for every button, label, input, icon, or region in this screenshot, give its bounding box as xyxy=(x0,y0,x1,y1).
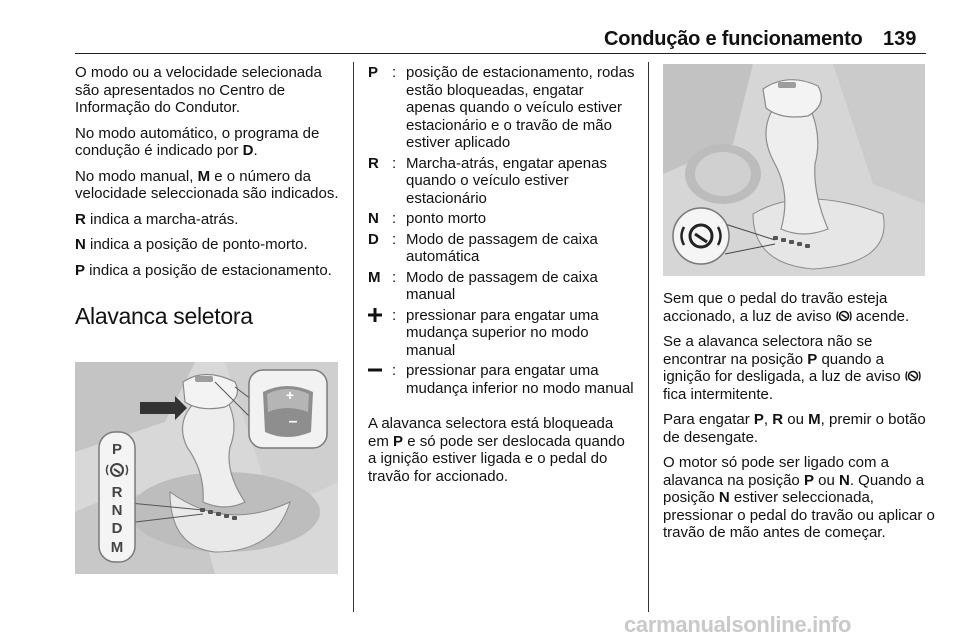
list-item: : pressionar para engatar uma mudança superior no modo manual xyxy=(368,307,636,360)
svg-text:+: + xyxy=(285,387,295,403)
svg-text:M: M xyxy=(110,539,124,556)
list-item: : pressionar para engatar uma mudança inferior no modo manual xyxy=(368,362,636,397)
list-item: D : Modo de passagem de caixa automática xyxy=(368,230,598,265)
paragraph: No modo manual, M e o número da velocidade seleccionada são indicados. xyxy=(75,167,339,202)
page-number: 139 xyxy=(883,28,917,50)
column-3 xyxy=(663,290,935,550)
paragraph: R indica a marcha-atrás. xyxy=(75,210,239,228)
paragraph: A alavanca selectora está bloqueada em P e só pode ser deslocada quando a ignição estiver ligada e o pedal do travão for accionado. xyxy=(368,415,625,485)
brake-warning-icon xyxy=(836,309,852,323)
gear-position-list xyxy=(368,64,636,397)
list-item: R : Marcha-atrás, engatar apenas quando o veículo estiver estacionário xyxy=(368,154,607,207)
list-item: N : ponto morto xyxy=(368,210,487,227)
plus-icon xyxy=(368,308,382,322)
column-1 xyxy=(75,64,345,343)
paragraph: N indica a posição de ponto-morto. xyxy=(75,236,308,253)
brake-warning-icon xyxy=(905,369,921,383)
minus-icon xyxy=(368,363,382,377)
paragraph: Para engatar P, R ou M, premir o botão de desengate. xyxy=(663,411,926,446)
paragraph: O modo ou a velocidade selecionada são apresentados no Centro de Informação do Condutor. xyxy=(75,64,322,116)
list-item: P : posição de estacionamento, rodas estão bloqueadas, engatar apenas quando o veículo estiver estacionário e o travão de mão estiver aplicado xyxy=(368,64,635,151)
column-2 xyxy=(368,64,636,493)
section-title: Alavanca seletora xyxy=(75,303,253,329)
gear-selector-figure xyxy=(75,362,338,574)
svg-text:P: P xyxy=(111,441,123,458)
list-item: M : Modo de passagem de caixa manual xyxy=(368,268,598,303)
watermark: carmanualsonline.info xyxy=(624,612,852,637)
svg-text:N: N xyxy=(111,502,123,519)
column-divider-1 xyxy=(353,62,354,612)
paragraph: No modo automático, o programa de condução é indicado por D. xyxy=(75,124,320,159)
paragraph: O motor só pode ser ligado com a alavanca na posição P ou N. Quando a posição N estiver seleccionada, pressionar o pedal do travão ou aplicar o travão de mão antes de começar. xyxy=(663,454,935,541)
header-rule xyxy=(75,53,926,54)
svg-text:R: R xyxy=(111,484,123,501)
paragraph: Sem que o pedal do travão esteja accionado, a luz de aviso acende. xyxy=(663,290,910,325)
selector-lever-figure xyxy=(663,64,925,276)
paragraph: Se a alavanca selectora não se encontrar na posição P quando a ignição for desligada, a luz de aviso fica intermitente. xyxy=(663,333,935,403)
svg-text:–: – xyxy=(288,413,298,430)
page-header-title: Condução e funcionamento xyxy=(604,28,863,50)
paragraph: P indica a posição de estacionamento. xyxy=(75,261,332,279)
svg-text:D: D xyxy=(111,520,123,537)
column-divider-2 xyxy=(648,62,649,612)
